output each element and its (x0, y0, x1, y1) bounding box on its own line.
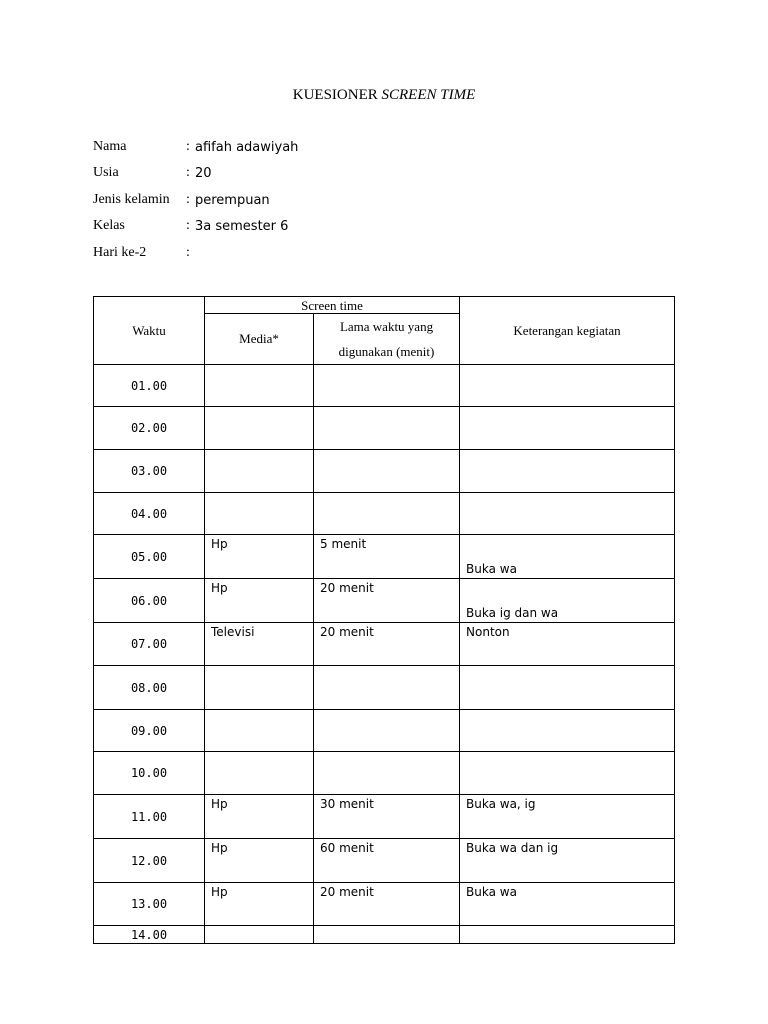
table-row (94, 666, 675, 710)
header-media: Media* (205, 314, 314, 365)
cell-media[interactable]: Hp (205, 839, 314, 883)
table-row (94, 710, 675, 752)
cell-keterangan[interactable]: Buka wa (460, 883, 675, 926)
info-label: Hari ke-2 (93, 245, 147, 260)
table-row (94, 926, 675, 944)
info-colon: : (186, 245, 190, 260)
cell-media[interactable] (205, 926, 314, 944)
table-row (94, 579, 675, 623)
cell-time: 02.00 (94, 407, 205, 450)
info-colon: : (186, 218, 190, 233)
cell-keterangan[interactable]: Buka wa dan ig (460, 839, 675, 883)
cell-time: 01.00 (94, 365, 205, 407)
cell-time: 03.00 (94, 450, 205, 493)
header-keterangan: Keterangan kegiatan (460, 297, 675, 365)
info-value[interactable]: 20 (195, 166, 212, 181)
cell-media[interactable]: Hp (205, 535, 314, 579)
table-row (94, 450, 675, 493)
cell-time: 04.00 (94, 493, 205, 535)
table-row (94, 752, 675, 795)
cell-lama[interactable] (314, 710, 460, 752)
cell-lama[interactable] (314, 493, 460, 535)
document-title (0, 87, 768, 104)
title-prefix: KUESIONER (292, 87, 378, 103)
info-label: Kelas (93, 218, 125, 233)
cell-keterangan[interactable] (460, 450, 675, 493)
table-row (94, 535, 675, 579)
cell-time: 10.00 (94, 752, 205, 795)
header-screen-time: Screen time (205, 297, 460, 314)
cell-media[interactable] (205, 450, 314, 493)
cell-media[interactable]: Televisi (205, 623, 314, 666)
screen-time-table (93, 296, 675, 944)
info-colon: : (186, 165, 190, 180)
cell-media[interactable]: Hp (205, 579, 314, 623)
cell-time: 06.00 (94, 579, 205, 623)
cell-lama[interactable] (314, 752, 460, 795)
cell-lama[interactable] (314, 926, 460, 944)
table-row (94, 839, 675, 883)
table-row (94, 365, 675, 407)
info-colon: : (186, 139, 190, 154)
table-row (94, 407, 675, 450)
cell-media[interactable] (205, 752, 314, 795)
cell-time: 14.00 (94, 926, 205, 944)
info-colon: : (186, 192, 190, 207)
cell-lama[interactable] (314, 365, 460, 407)
cell-keterangan[interactable] (460, 710, 675, 752)
cell-time: 08.00 (94, 666, 205, 710)
cell-media[interactable] (205, 710, 314, 752)
cell-media[interactable] (205, 407, 314, 450)
cell-media[interactable] (205, 493, 314, 535)
cell-lama[interactable]: 60 menit (314, 839, 460, 883)
cell-time: 11.00 (94, 795, 205, 839)
cell-time: 05.00 (94, 535, 205, 579)
cell-time: 09.00 (94, 710, 205, 752)
cell-media[interactable]: Hp (205, 795, 314, 839)
header-waktu: Waktu (94, 297, 205, 365)
cell-keterangan[interactable] (460, 493, 675, 535)
cell-lama[interactable]: 5 menit (314, 535, 460, 579)
cell-lama[interactable]: 20 menit (314, 883, 460, 926)
cell-media[interactable] (205, 365, 314, 407)
table-row (94, 623, 675, 666)
cell-time: 13.00 (94, 883, 205, 926)
cell-lama[interactable]: 20 menit (314, 623, 460, 666)
cell-keterangan[interactable]: Nonton (460, 623, 675, 666)
info-value[interactable]: perempuan (195, 193, 270, 208)
header-lama: Lama waktu yang digunakan (menit) (314, 314, 460, 365)
cell-keterangan[interactable] (460, 666, 675, 710)
cell-lama[interactable]: 30 menit (314, 795, 460, 839)
info-label: Usia (93, 165, 119, 180)
cell-keterangan[interactable] (460, 407, 675, 450)
cell-lama[interactable] (314, 407, 460, 450)
cell-keterangan[interactable]: Buka wa (460, 535, 675, 579)
cell-keterangan[interactable]: Buka ig dan wa (460, 579, 675, 623)
cell-keterangan[interactable] (460, 752, 675, 795)
cell-keterangan[interactable] (460, 926, 675, 944)
cell-lama[interactable]: 20 menit (314, 579, 460, 623)
cell-lama[interactable] (314, 450, 460, 493)
cell-keterangan[interactable] (460, 365, 675, 407)
cell-media[interactable]: Hp (205, 883, 314, 926)
info-label: Nama (93, 139, 127, 154)
info-label: Jenis kelamin (93, 192, 170, 207)
cell-time: 07.00 (94, 623, 205, 666)
cell-time: 12.00 (94, 839, 205, 883)
cell-media[interactable] (205, 666, 314, 710)
title-italic: SCREEN TIME (381, 87, 476, 103)
info-value[interactable]: afifah adawiyah (195, 140, 299, 155)
cell-keterangan[interactable]: Buka wa, ig (460, 795, 675, 839)
info-value[interactable]: 3a semester 6 (195, 219, 289, 234)
table-row (94, 795, 675, 839)
table-row (94, 493, 675, 535)
table-row (94, 883, 675, 926)
cell-lama[interactable] (314, 666, 460, 710)
table-body (94, 365, 675, 944)
